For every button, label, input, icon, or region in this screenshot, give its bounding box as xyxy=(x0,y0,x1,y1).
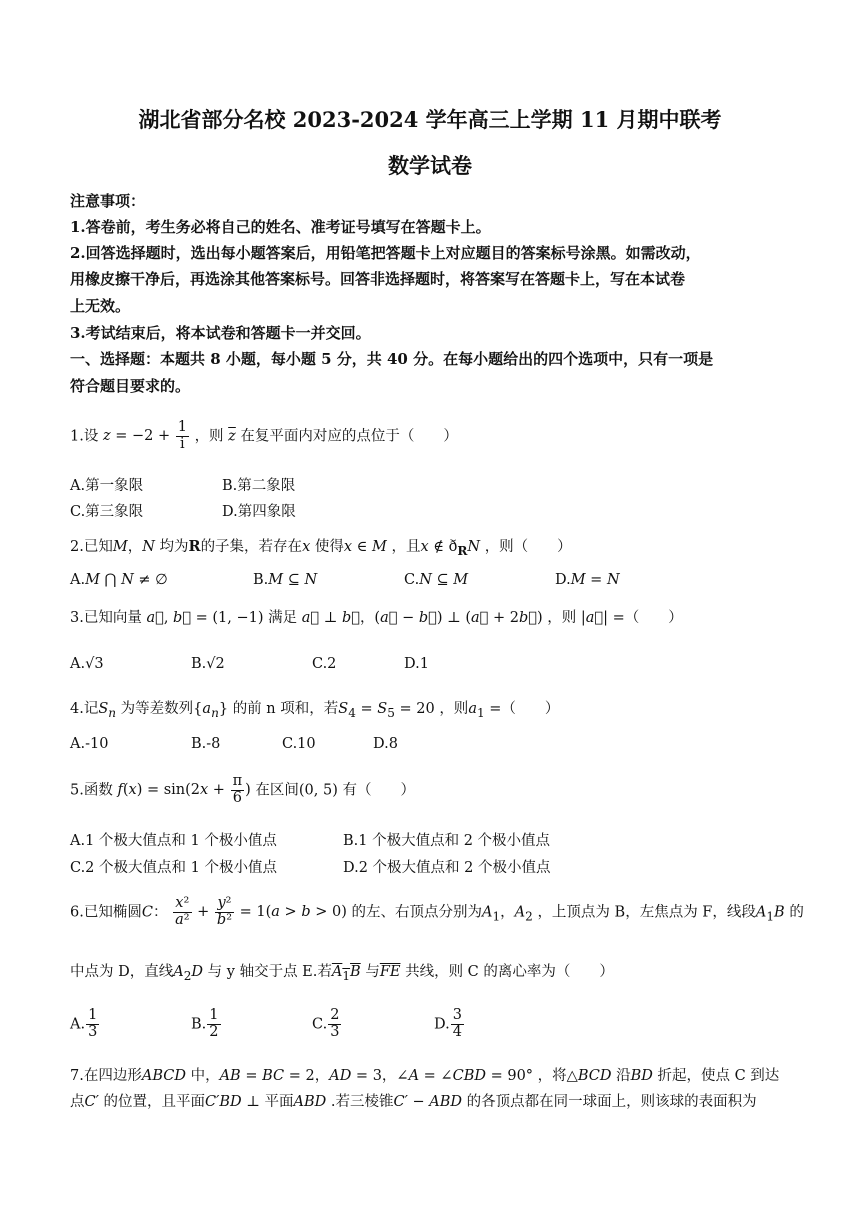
notice-item-1: 1.答卷前，考生务必将自己的姓名、准考证号填写在答题卡上。 xyxy=(70,218,491,236)
q6-option-c: C. $\frac{2}{3}$ xyxy=(312,1007,340,1040)
question-6-stem-line-2: 中点为 D，直线$A_2D$ 与 y 轴交于点 E.若$A_1B$ 与$\overline{FE}$ 共线，则 C 的离心率为（ ） xyxy=(70,964,614,983)
q3-option-d: D.1 xyxy=(404,656,429,672)
formula: z = −2 + $\frac{1}{i}$ xyxy=(102,419,187,452)
exam-title: 湖北省部分名校 2023-2024 学年高三上学期 11 月期中联考 xyxy=(138,107,722,132)
q5-option-c: C.2 个极大值点和 1 个极小值点 xyxy=(70,860,277,876)
q4-option-a: A.-10 xyxy=(70,736,109,752)
notice-item-3: 3.考试结束后，将本试卷和答题卡一并交回。 xyxy=(70,324,371,342)
notice-heading: 注意事项： xyxy=(70,192,146,210)
q1-option-b: B.第二象限 xyxy=(222,478,296,494)
exam-subtitle: 数学试卷 xyxy=(388,153,472,178)
question-7-stem-line-2: 点C′ 的位置，且平面C′BD ⊥ 平面ABD .若三棱锥C′ − ABD 的各顶点都在同一球面上，则该球的表面积为 xyxy=(70,1094,757,1110)
q5-option-d: D.2 个极大值点和 2 个极小值点 xyxy=(343,860,551,876)
notice-item-2-line-3: 上无效。 xyxy=(70,297,131,315)
q4-option-d: D.8 xyxy=(373,736,398,752)
question-3-stem: 3.已知向量 a⃗, b⃗ = (1, −1) 满足 a⃗ ⊥ b⃗，(a⃗ − b⃗) ⊥ (a⃗ + 2b⃗) ，则 |a⃗| =（ ） xyxy=(70,610,683,626)
section-heading-line-1: 一、选择题：本题共 8 小题，每小题 5 分，共 40 分。在每小题给出的四个选项中，只有一项是 xyxy=(70,350,714,368)
question-4-stem: 4.记$S_n$ 为等差数列$\{a_n\}$ 的前 n 项和，若$S_4 = S_5 = 20$ ，则$a_1$ =（ ） xyxy=(70,701,560,720)
formula: f(x) = sin(2x + $\frac{\pi}{6}$ ) xyxy=(117,773,251,806)
notice-item-2-line-2: 用橡皮擦干净后，再选涂其他答案标号。回答非选择题时，将答案写在答题卡上，写在本试卷 xyxy=(70,270,686,288)
q5-option-a: A.1 个极大值点和 1 个极小值点 xyxy=(70,833,277,849)
question-1-stem: 1.设 z = −2 + $\frac{1}{i}$ ，则 $\overline{z}$ 在复平面内对应的点位于（ ） xyxy=(70,419,458,452)
formula: $\frac{\text{x²}}{\text{a²}}$ + $\frac{\text{y²}}{\text{b²}}$ = 1(a > b > 0) xyxy=(175,895,347,928)
q2-option-d: D.M = N xyxy=(555,572,620,588)
q4-option-c: C.10 xyxy=(282,736,316,752)
section-heading-line-2: 符合题目要求的。 xyxy=(70,377,191,395)
q1-option-a: A.第一象限 xyxy=(70,478,144,494)
q2-option-c: C.N ⊆ M xyxy=(404,572,469,588)
question-5-stem: 5.函数 f(x) = sin(2x + $\frac{\pi}{6}$ ) 在区间(0, 5) 有（ ） xyxy=(70,773,415,806)
question-7-stem-line-1: 7.在四边形ABCD 中，AB = BC = 2，AD = 3，∠A = ∠CBD = 90° ，将△BCD 沿BD 折起，使点 C 到达 xyxy=(70,1068,780,1084)
q1-option-d: D.第四象限 xyxy=(222,504,296,520)
q2-option-a: A.M ⋂ N ≠ ∅ xyxy=(70,572,168,588)
q5-option-b: B.1 个极大值点和 2 个极小值点 xyxy=(343,833,551,849)
q3-option-b: B.√2 xyxy=(191,656,225,672)
q3-option-a: A.√3 xyxy=(70,656,104,672)
q6-option-b: B. $\frac{1}{2}$ xyxy=(191,1007,219,1040)
q2-option-b: B.M ⊆ N xyxy=(253,572,318,588)
formula: |a⃗| xyxy=(580,610,608,626)
q3-option-c: C.2 xyxy=(312,656,337,672)
formula: $\overline{z}$ xyxy=(228,428,236,445)
q6-option-a: A. $\frac{1}{3}$ xyxy=(70,1007,98,1040)
question-2-stem: 2.已知M，N 均为R的子集，若存在x 使得x ∈ M ，且x ∉ $ð_RN$ ，则（ ） xyxy=(70,538,572,558)
question-6-stem-line-1: 6.已知椭圆C： $\frac{\text{x²}}{\text{a²}}$ + $\frac{\text{y²}}{\text{b²}}$ = 1(a > b > 0) 的左、右顶点分别为$A_1$，$A_2$ ，上顶点为 B，左焦点为 F，线段$A_1B$ 的 xyxy=(70,895,804,928)
formula: a⃗ ⊥ b⃗，(a⃗ − b⃗) ⊥ (a⃗ + 2b⃗) xyxy=(301,610,543,626)
q6-option-d: D. $\frac{3}{4}$ xyxy=(434,1007,462,1040)
notice-item-2-line-1: 2.回答选择题时，选出每小题答案后，用铅笔把答题卡上对应题目的答案标号涂黑。如需改动， xyxy=(70,244,701,262)
q4-option-b: B.-8 xyxy=(191,736,221,752)
formula: a⃗, b⃗ = (1, −1) xyxy=(146,610,264,626)
q1-option-c: C.第三象限 xyxy=(70,504,144,520)
